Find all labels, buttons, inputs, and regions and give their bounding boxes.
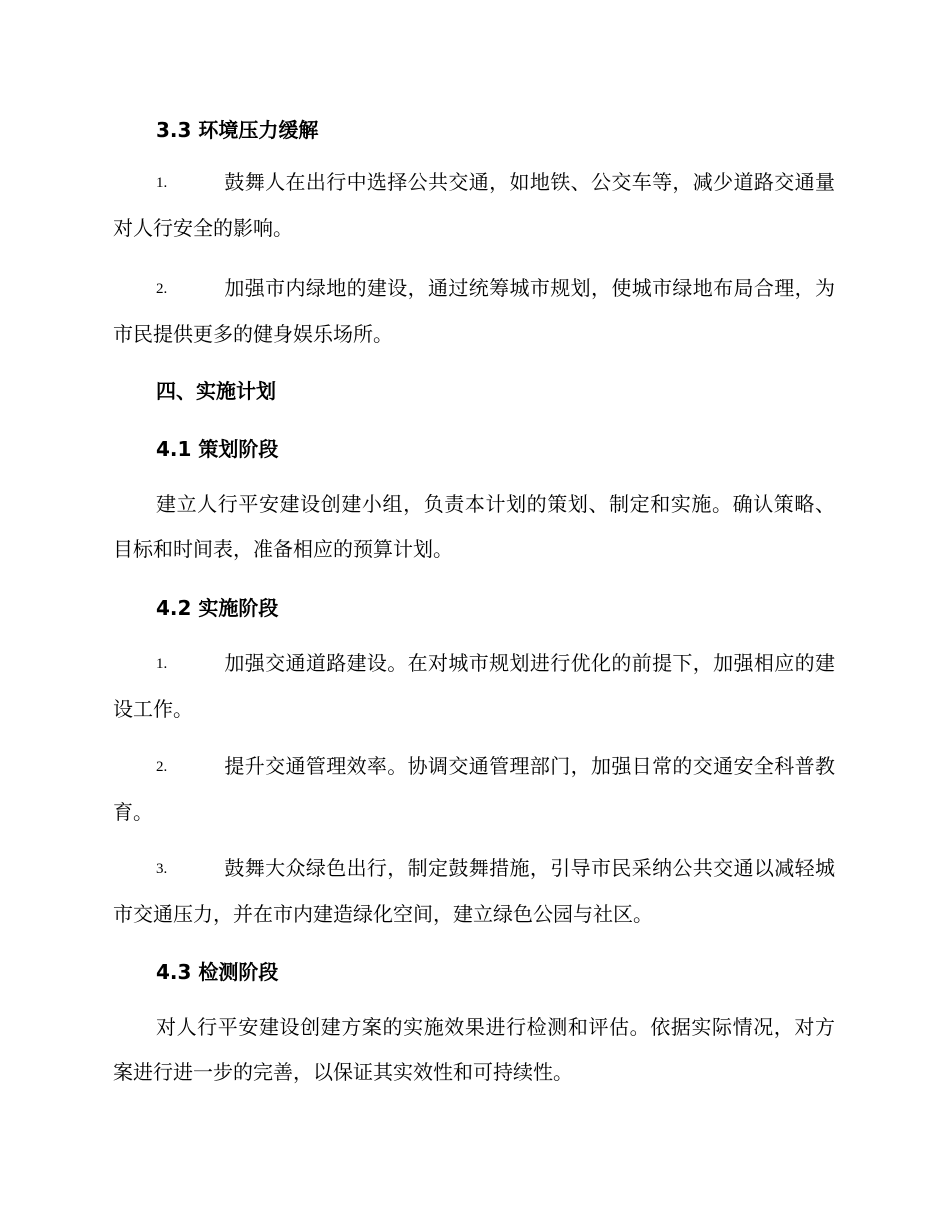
section-heading-4-2: 4.2 实施阶段	[156, 596, 279, 620]
list-item-3-3-1	[113, 160, 835, 251]
section-heading-4-1: 4.1 策划阶段	[156, 437, 279, 461]
list-item-4-2-1	[113, 641, 835, 732]
list-item-text: 提升交通管理效率。协调交通管理部门，加强日常的交通安全科普教育。	[113, 754, 835, 824]
list-item-text: 加强交通道路建设。在对城市规划进行优化的前提下，加强相应的建设工作。	[113, 651, 835, 721]
section-heading-4: 四、实施计划	[156, 379, 276, 403]
list-number: 1.	[156, 175, 168, 191]
list-item-text: 鼓舞人在出行中选择公共交通，如地铁、公交车等，减少道路交通量对人行安全的影响。	[113, 170, 835, 240]
list-number: 2.	[156, 759, 168, 775]
section-heading-4-3: 4.3 检测阶段	[156, 960, 279, 984]
list-number: 2.	[156, 281, 168, 297]
list-item-text: 加强市内绿地的建设，通过统筹城市规划，使城市绿地布局合理，为市民提供更多的健身娱乐场所。	[113, 276, 835, 346]
list-item-text: 鼓舞大众绿色出行，制定鼓舞措施，引导市民采纳公共交通以减轻城市交通压力，并在市内建造绿化空间，建立绿色公园与社区。	[113, 856, 835, 926]
paragraph-4-1	[113, 482, 835, 572]
list-item-4-2-2	[113, 744, 835, 835]
list-number: 3.	[156, 861, 168, 877]
paragraph-text: 建立人行平安建设创建小组，负责本计划的策划、制定和实施。确认策略、目标和时间表，准备相应的预算计划。	[113, 492, 835, 561]
section-heading-3-3: 3.3 环境压力缓解	[156, 118, 319, 142]
list-number: 1.	[156, 656, 168, 672]
list-item-4-2-3	[113, 846, 835, 937]
list-item-3-3-2	[113, 266, 835, 357]
paragraph-text: 对人行平安建设创建方案的实施效果进行检测和评估。依据实际情况，对方案进行进一步的完善，以保证其实效性和可持续性。	[113, 1015, 835, 1084]
paragraph-4-3	[113, 1005, 835, 1095]
